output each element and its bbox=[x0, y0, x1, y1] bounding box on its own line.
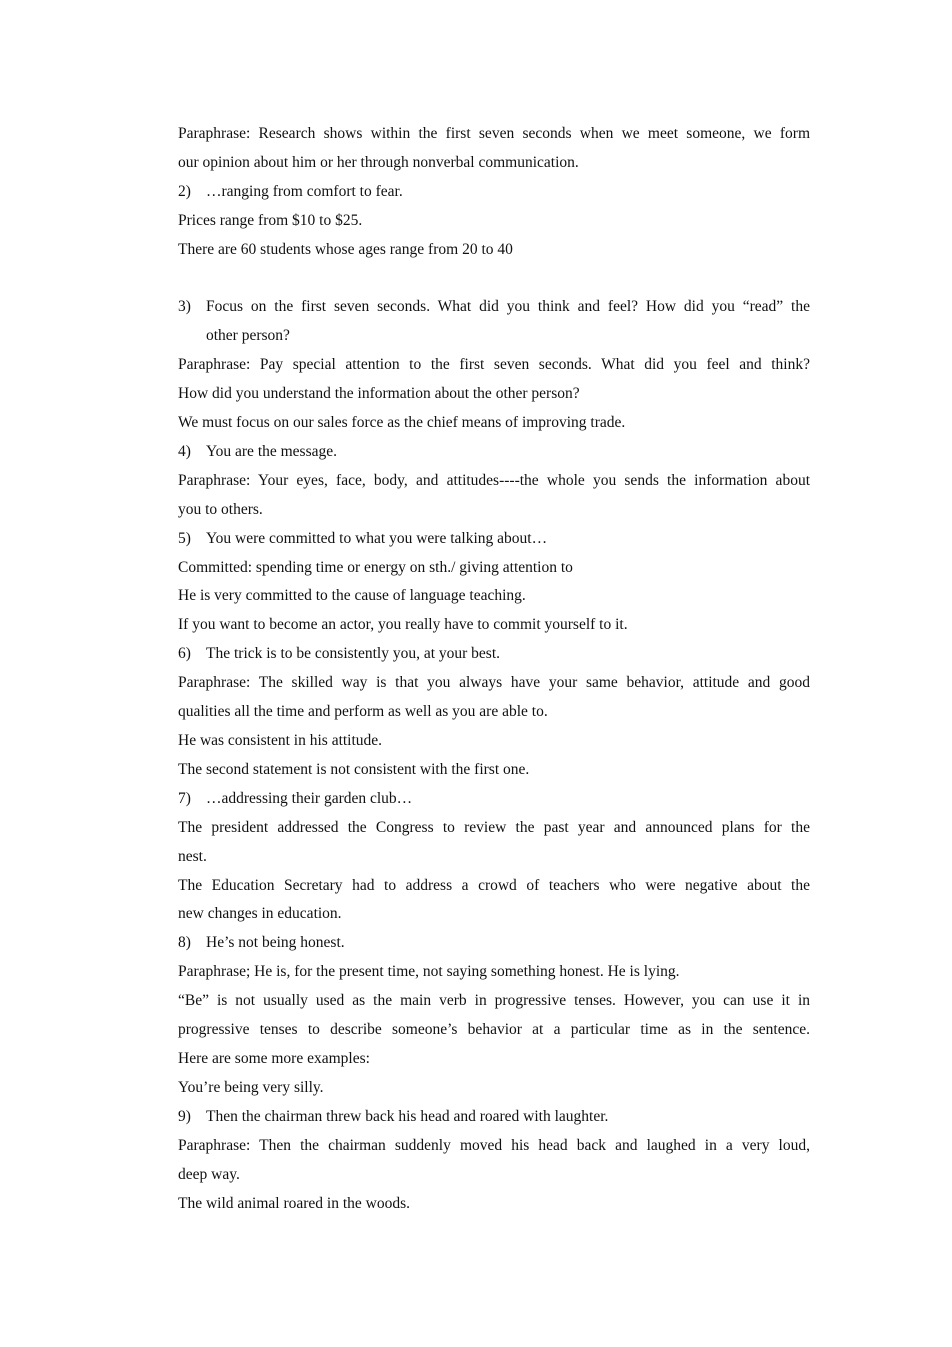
item-text: The trick is to be consistently you, at your best. bbox=[206, 645, 501, 663]
blank-line bbox=[178, 265, 810, 294]
example-line: You’re being very silly. bbox=[178, 1078, 324, 1096]
item-number: 9) bbox=[178, 1107, 191, 1125]
example-line: The second statement is not consistent with the first one. bbox=[178, 760, 530, 778]
document-page bbox=[178, 120, 810, 1218]
item-text-continued: other person? bbox=[206, 327, 290, 345]
item-number: 2) bbox=[178, 182, 191, 200]
paraphrase-line: Paraphrase; He is, for the present time, not saying something honest. He is lying. bbox=[178, 963, 680, 981]
item-text: Then the chairman threw back his head and roared with laughter. bbox=[206, 1107, 609, 1125]
example-line: The Education Secretary had to address a crowd of teachers who were negative about the bbox=[178, 876, 810, 894]
paraphrase-line: Paraphrase: Research shows within the first seven seconds when we meet someone, we form bbox=[178, 125, 810, 142]
item-text: He’s not being honest. bbox=[206, 934, 345, 952]
explanation-line: “Be” is not usually used as the main verb in progressive tenses. However, you can use it in bbox=[178, 992, 810, 1010]
list-item-7 bbox=[178, 785, 810, 814]
text-line: you to others. bbox=[178, 500, 263, 518]
definition-line: Committed: spending time or energy on sth./ giving attention to bbox=[178, 558, 573, 576]
list-item-8 bbox=[178, 929, 810, 958]
item-number: 4) bbox=[178, 442, 191, 460]
list-item-5 bbox=[178, 525, 810, 554]
list-item-4 bbox=[178, 438, 810, 467]
text-line: our opinion about him or her through nonverbal communication. bbox=[178, 153, 579, 171]
list-item-9 bbox=[178, 1103, 810, 1132]
list-item-3 bbox=[178, 293, 810, 351]
list-item-6 bbox=[178, 640, 810, 669]
text-line: qualities all the time and perform as well as you are able to. bbox=[178, 703, 548, 721]
item-number: 3) bbox=[178, 298, 191, 316]
list-item-2 bbox=[178, 178, 810, 207]
text-line: How did you understand the information about the other person? bbox=[178, 385, 580, 403]
item-text: …ranging from comfort to fear. bbox=[206, 182, 403, 200]
item-number: 8) bbox=[178, 934, 191, 952]
item-number: 6) bbox=[178, 645, 191, 663]
item-text: …addressing their garden club… bbox=[206, 789, 413, 807]
example-line: He is very committed to the cause of language teaching. bbox=[178, 587, 526, 605]
item-text: Focus on the first seven seconds. What did you think and feel? How did you “read” the bbox=[206, 298, 810, 316]
paraphrase-line: Paraphrase: The skilled way is that you always have your same behavior, attitude and good bbox=[178, 674, 810, 692]
item-number: 7) bbox=[178, 789, 191, 807]
text-line: Here are some more examples: bbox=[178, 1049, 370, 1067]
item-text: You were committed to what you were talking about… bbox=[206, 529, 548, 547]
paraphrase-line: Paraphrase: Then the chairman suddenly moved his head back and laughed in a very loud, bbox=[178, 1136, 810, 1154]
item-text: You are the message. bbox=[206, 442, 338, 460]
example-line: The wild animal roared in the woods. bbox=[178, 1194, 411, 1212]
example-line: Prices range from $10 to $25. bbox=[178, 211, 363, 229]
paraphrase-line: Paraphrase: Pay special attention to the first seven seconds. What did you feel and think? bbox=[178, 356, 810, 374]
example-line: We must focus on our sales force as the chief means of improving trade. bbox=[178, 414, 626, 432]
example-line: The president addressed the Congress to review the past year and announced plans for the bbox=[178, 818, 810, 836]
example-line: He was consistent in his attitude. bbox=[178, 732, 383, 750]
example-line: If you want to become an actor, you really have to commit yourself to it. bbox=[178, 616, 628, 634]
example-line: There are 60 students whose ages range from 20 to 40 bbox=[178, 240, 513, 258]
paraphrase-line: Paraphrase: Your eyes, face, body, and attitudes----the whole you sends the information about bbox=[178, 471, 810, 489]
text-line: nest. bbox=[178, 847, 207, 865]
explanation-line: progressive tenses to describe someone’s behavior at a particular time as in the sentence. bbox=[178, 1021, 810, 1039]
text-line: deep way. bbox=[178, 1165, 240, 1183]
text-line: new changes in education. bbox=[178, 905, 342, 923]
item-number: 5) bbox=[178, 529, 191, 547]
